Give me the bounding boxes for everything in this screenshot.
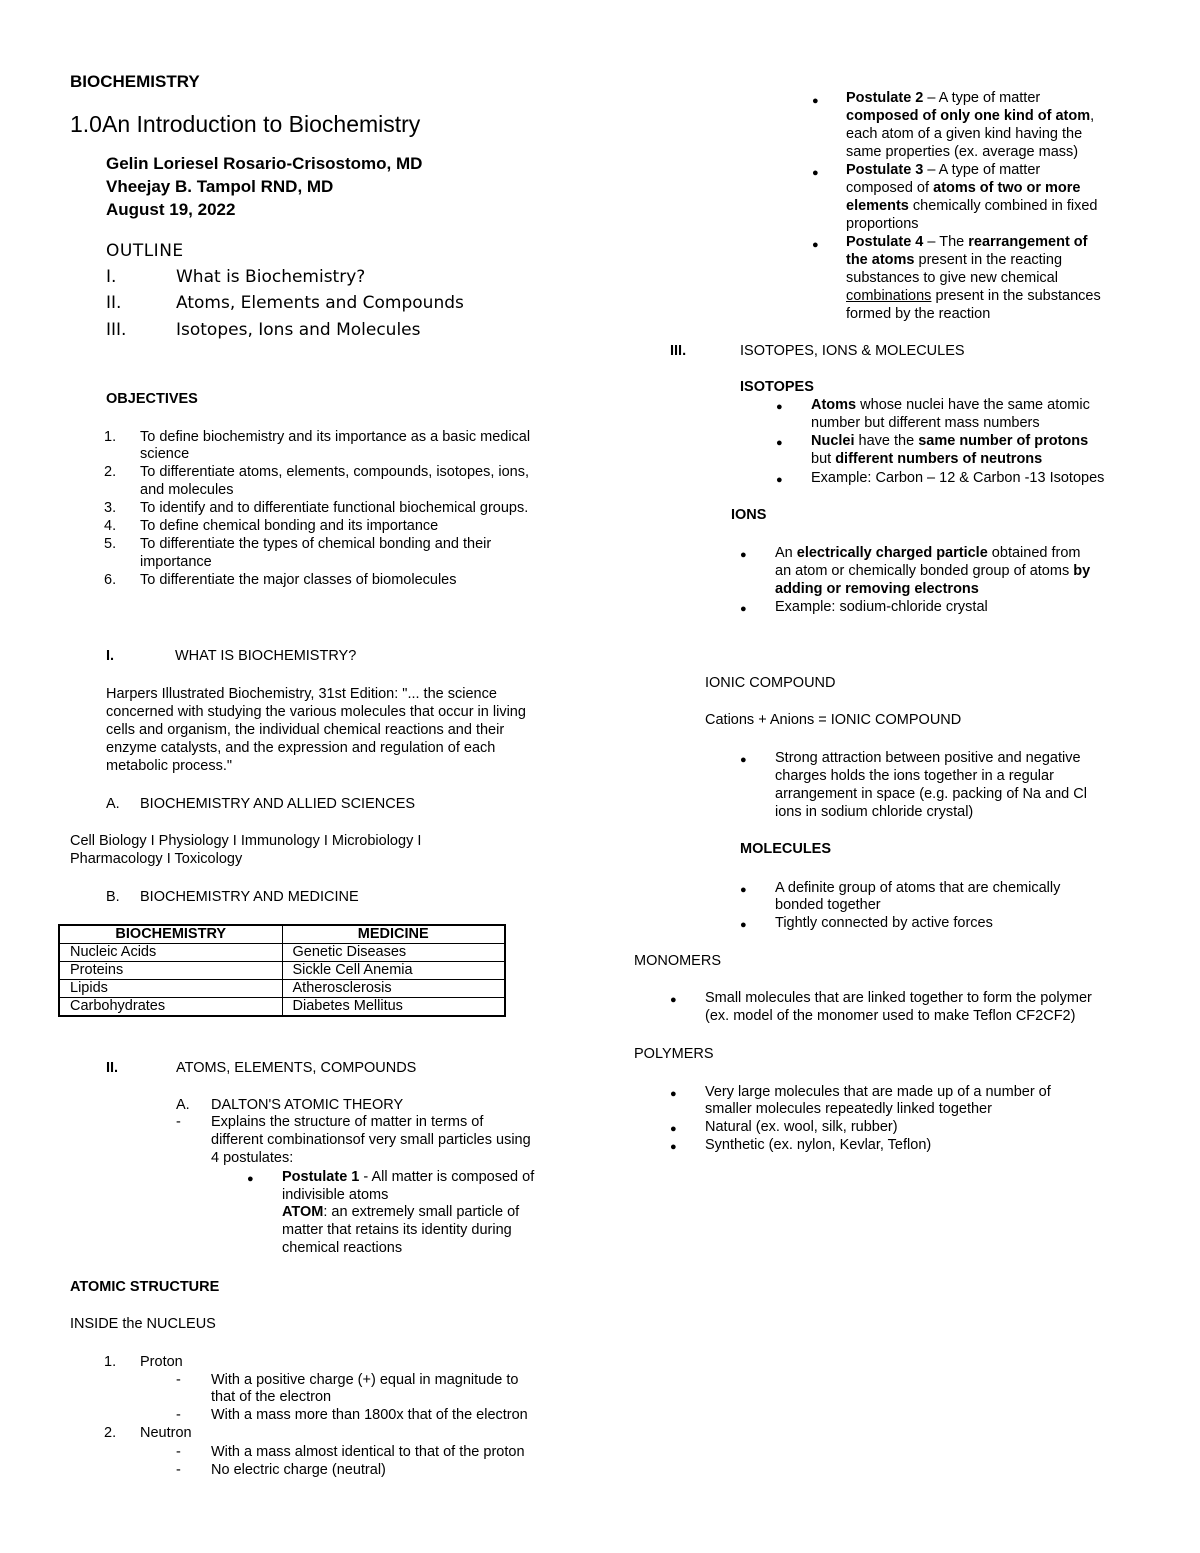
dalton-heading: DALTON'S ATOMIC THEORY [211, 1097, 404, 1113]
dalton-explain-line: different combinationsof very small particles using [211, 1132, 531, 1148]
postulate-4-underline: combinations [846, 288, 932, 304]
allied-sciences-line: Pharmacology I Toxicology [70, 851, 243, 867]
molecules-heading: MOLECULES [740, 841, 832, 857]
section-3-num: III. [670, 343, 687, 359]
atom-label: ATOM [282, 1204, 324, 1220]
polymer-line: Synthetic (ex. nylon, Kevlar, Teflon) [705, 1137, 932, 1153]
definition-line: Harpers Illustrated Biochemistry, 31st Edition: "... the science [106, 686, 497, 702]
molecule-line: A definite group of atoms that are chemically [775, 880, 1061, 896]
atom-line: matter that retains its identity during [282, 1222, 512, 1238]
section-1-heading: WHAT IS BIOCHEMISTRY? [175, 648, 357, 664]
outline-heading: OUTLINE [106, 241, 184, 261]
postulate-3-label: Postulate 3 [846, 162, 924, 178]
author-1: Gelin Loriesel Rosario-Crisostomo, MD [106, 154, 423, 173]
proton-detail: that of the electron [211, 1389, 332, 1405]
postulate-4-text: present in the substances [931, 288, 1101, 304]
title-number: 1.0 [70, 111, 102, 137]
dash-bullet: - [176, 1462, 181, 1478]
document-title [70, 111, 421, 137]
bullet-icon: ● [812, 95, 819, 107]
objective-text: and molecules [140, 482, 234, 498]
dalton-num: A. [176, 1097, 190, 1113]
postulate-1-text: - All matter is composed of [359, 1169, 535, 1185]
objective-text: To differentiate the types of chemical bonding and their [140, 536, 492, 552]
outline-item-3: Isotopes, Ions and Molecules [176, 320, 421, 340]
dash-bullet: - [176, 1407, 181, 1423]
table-cell: Sickle Cell Anemia [282, 962, 505, 980]
bullet-icon: ● [670, 1141, 677, 1153]
bullet-icon: ● [776, 437, 783, 449]
objective-num: 5. [104, 536, 117, 552]
table-header: BIOCHEMISTRY [59, 925, 282, 944]
postulate-4-line: substances to give new chemical [846, 270, 1058, 286]
document-date: August 19, 2022 [106, 200, 236, 219]
postulate-4-line [846, 251, 1062, 269]
isotope-example: Example: Carbon – 12 & Carbon -13 Isotopes [811, 470, 1105, 486]
dalton-explain-line: 4 postulates: [211, 1150, 294, 1166]
dash-bullet: - [176, 1444, 181, 1460]
molecule-line: Tightly connected by active forces [775, 915, 993, 931]
objective-text: To identify and to differentiate functional biochemical groups. [140, 500, 529, 516]
postulate-4-line: formed by the reaction [846, 306, 991, 322]
bullet-icon: ● [740, 884, 747, 896]
bullet-icon: ● [776, 474, 783, 486]
polymer-line: Natural (ex. wool, silk, rubber) [705, 1119, 898, 1135]
postulate-4-text: – The [923, 234, 969, 250]
monomer-line: (ex. model of the monomer used to make Teflon CF2CF2) [705, 1008, 1076, 1024]
ion-text: obtained from [987, 545, 1081, 561]
biochemistry-medicine-table [58, 924, 506, 1017]
molecule-line: bonded together [775, 897, 881, 913]
postulate-1 [282, 1168, 534, 1186]
isotope-text: but [811, 451, 836, 467]
ion-text: an atom or chemically bonded group of atoms [775, 563, 1074, 579]
postulate-4-text: present in the reacting [914, 252, 1063, 268]
definition-line: enzyme catalysts, and the expression and regulation of each [106, 740, 496, 756]
outline-num-2: II. [106, 293, 122, 313]
ions-heading: IONS [731, 507, 767, 523]
objective-text: To differentiate the major classes of biomolecules [140, 572, 457, 588]
subsection-b-num: B. [106, 889, 120, 905]
atom-text: : an extremely small particle of [323, 1204, 520, 1220]
postulate-2-line: each atom of a given kind having the [846, 126, 1083, 142]
isotope-text: whose nuclei have the same atomic [856, 397, 1090, 413]
section-3-heading: ISOTOPES, IONS & MOLECULES [740, 343, 965, 359]
postulate-3-text: – A type of matter [923, 162, 1041, 178]
author-2: Vheejay B. Tampol RND, MD [106, 177, 334, 196]
section-2-num: II. [106, 1060, 119, 1076]
bullet-icon: ● [670, 1123, 677, 1135]
subsection-medicine-heading: BIOCHEMISTRY AND MEDICINE [140, 889, 359, 905]
outline-num-1: I. [106, 267, 117, 287]
section-1-num: I. [106, 648, 115, 664]
proton-detail: With a mass more than 1800x that of the electron [211, 1407, 528, 1423]
postulate-1-line: indivisible atoms [282, 1187, 389, 1203]
postulate-1-label: Postulate 1 [282, 1169, 360, 1185]
postulate-3-bold: atoms of two or more [933, 180, 1081, 196]
postulate-3-text: chemically combined in fixed [908, 198, 1098, 214]
postulate-2-bold: composed of only one kind of atom [846, 108, 1091, 124]
atom-line: chemical reactions [282, 1240, 403, 1256]
objective-text: To define biochemistry and its importance as a basic medical [140, 429, 531, 445]
inside-nucleus-heading: INSIDE the NUCLEUS [70, 1316, 216, 1332]
ionic-line: charges holds the ions together in a regular [775, 768, 1054, 784]
neutron-detail: With a mass almost identical to that of the proton [211, 1444, 525, 1460]
table-row [59, 962, 505, 980]
allied-sciences-line: Cell Biology I Physiology I Immunology I Microbiology I [70, 833, 422, 849]
dalton-explain-line: Explains the structure of matter in terms of [211, 1114, 484, 1130]
objective-text: importance [140, 554, 212, 570]
subsection-a-num: A. [106, 796, 120, 812]
ionic-compound-heading: IONIC COMPOUND [705, 675, 836, 691]
postulate-2-comma: , [1090, 108, 1095, 124]
postulate-3-line [846, 197, 1097, 215]
table-cell: Diabetes Mellitus [282, 998, 505, 1017]
bullet-icon: ● [740, 549, 747, 561]
definition-line: cells and organism, the individual chemical reactions and their [106, 722, 505, 738]
dash-bullet: - [176, 1372, 181, 1388]
isotope-point [811, 396, 1090, 414]
isotope-line [811, 450, 1042, 468]
bullet-icon: ● [812, 239, 819, 251]
postulate-2 [846, 89, 1040, 107]
postulate-4 [846, 233, 1088, 251]
subject-heading: BIOCHEMISTRY [70, 72, 200, 91]
atom-definition [282, 1203, 519, 1221]
postulate-4-label: Postulate 4 [846, 234, 924, 250]
definition-line: metabolic process." [106, 758, 233, 774]
isotope-bold: different numbers of neutrons [835, 451, 1043, 467]
isotope-bold: Atoms [811, 397, 857, 413]
ion-text: An [775, 545, 797, 561]
bullet-icon: ● [740, 603, 747, 615]
postulate-3-line: proportions [846, 216, 919, 232]
ion-example: Example: sodium-chloride crystal [775, 599, 988, 615]
table-cell: Carbohydrates [59, 998, 282, 1017]
objective-text: To define chemical bonding and its importance [140, 518, 439, 534]
particle-num: 2. [104, 1425, 117, 1441]
isotope-point [811, 432, 1088, 450]
ion-bold: by [1073, 563, 1091, 579]
postulate-3-text: composed of [846, 180, 934, 196]
table-cell: Lipids [59, 980, 282, 998]
ionic-line: arrangement in space (e.g. packing of Na and Cl [775, 786, 1087, 802]
postulate-2-line [846, 107, 1094, 125]
postulate-3-bold: elements [846, 198, 909, 214]
ion-line [775, 562, 1090, 580]
title-text: An Introduction to Biochemistry [101, 111, 421, 137]
postulate-2-line: same properties (ex. average mass) [846, 144, 1079, 160]
polymer-line: Very large molecules that are made up of a number of [705, 1084, 1051, 1100]
objective-num: 6. [104, 572, 117, 588]
postulate-4-bold: the atoms [846, 252, 915, 268]
table-header: MEDICINE [282, 925, 505, 944]
dash-bullet: - [176, 1114, 181, 1130]
postulate-2-label: Postulate 2 [846, 90, 924, 106]
ion-line: adding or removing electrons [775, 581, 979, 597]
outline-num-3: III. [106, 320, 127, 340]
ionic-line: ions in sodium chloride crystal) [775, 804, 974, 820]
isotope-text: have the [854, 433, 919, 449]
isotope-bold: same number of protons [918, 433, 1089, 449]
neutron-detail: No electric charge (neutral) [211, 1462, 386, 1478]
bullet-icon: ● [776, 401, 783, 413]
subsection-allied-heading: BIOCHEMISTRY AND ALLIED SCIENCES [140, 796, 416, 812]
table-cell: Genetic Diseases [282, 944, 505, 962]
proton-detail: With a positive charge (+) equal in magnitude to [211, 1372, 519, 1388]
table-row [59, 944, 505, 962]
table-cell: Nucleic Acids [59, 944, 282, 962]
ion-bold: electrically charged particle [796, 545, 988, 561]
atomic-structure-heading: ATOMIC STRUCTURE [70, 1279, 220, 1295]
postulate-3-line [846, 179, 1081, 197]
particle-proton: Proton [140, 1354, 183, 1370]
bullet-icon: ● [670, 1088, 677, 1100]
ion-point [775, 544, 1080, 562]
objective-num: 1. [104, 429, 117, 445]
outline-item-2: Atoms, Elements and Compounds [176, 293, 464, 313]
table-row [59, 980, 505, 998]
objective-text: To differentiate atoms, elements, compounds, isotopes, ions, [140, 464, 530, 480]
postulate-3 [846, 161, 1040, 179]
table-cell: Proteins [59, 962, 282, 980]
objective-text: science [140, 446, 190, 462]
bullet-icon: ● [740, 754, 747, 766]
objective-num: 3. [104, 500, 117, 516]
objective-num: 4. [104, 518, 117, 534]
section-2-heading: ATOMS, ELEMENTS, COMPOUNDS [176, 1060, 417, 1076]
polymers-heading: POLYMERS [634, 1046, 714, 1062]
table-row [59, 998, 505, 1017]
polymer-line: smaller molecules repeatedly linked together [705, 1101, 992, 1117]
outline-item-1: What is Biochemistry? [176, 267, 366, 287]
particle-num: 1. [104, 1354, 117, 1370]
ionic-equation: Cations + Anions = IONIC COMPOUND [705, 712, 962, 728]
table-header-row [59, 925, 505, 944]
objectives-heading: OBJECTIVES [106, 391, 198, 407]
bullet-icon: ● [670, 994, 677, 1006]
bullet-icon: ● [740, 919, 747, 931]
postulate-2-text: – A type of matter [923, 90, 1041, 106]
objective-num: 2. [104, 464, 117, 480]
ionic-line: Strong attraction between positive and negative [775, 750, 1081, 766]
postulate-4-bold: rearrangement of [968, 234, 1088, 250]
particle-neutron: Neutron [140, 1425, 192, 1441]
monomer-line: Small molecules that are linked together to form the polymer [705, 990, 1092, 1006]
bullet-icon: ● [812, 167, 819, 179]
table-cell: Atherosclerosis [282, 980, 505, 998]
postulate-4-line [846, 287, 1101, 305]
definition-line: concerned with studying the various molecules that occur in living [106, 704, 526, 720]
bullet-icon: ● [247, 1173, 254, 1185]
monomers-heading: MONOMERS [634, 953, 721, 969]
isotope-line: number but different mass numbers [811, 415, 1040, 431]
isotope-bold: Nuclei [811, 433, 855, 449]
isotopes-heading: ISOTOPES [740, 379, 814, 395]
